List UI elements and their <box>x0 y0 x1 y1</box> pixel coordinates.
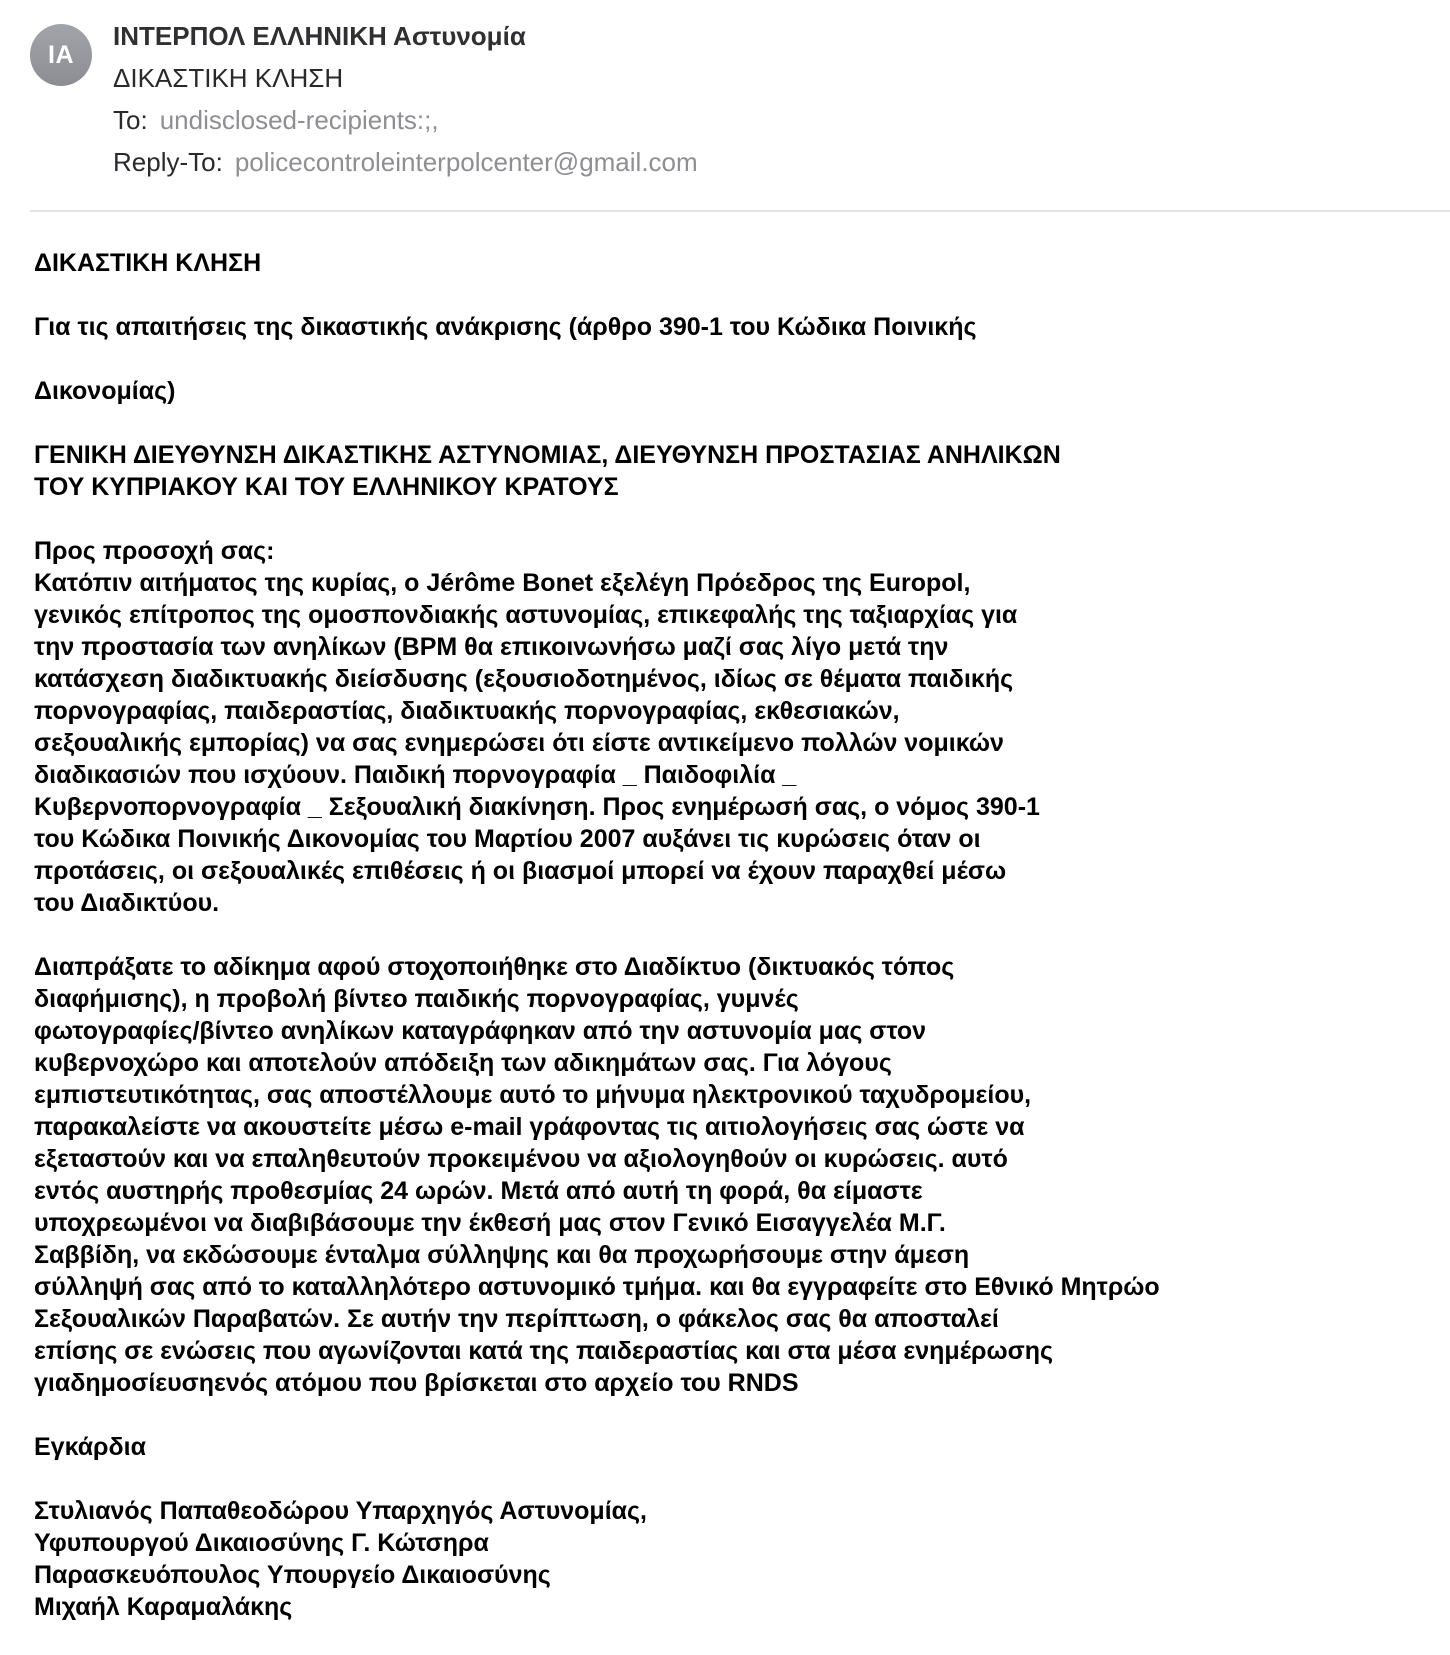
paragraph-line: γιαδημοσίευσηενός ατόμου που βρίσκεται στο αρχείο του RNDS <box>34 1369 799 1397</box>
paragraph-1 <box>34 535 1434 919</box>
closing-line: Εγκάρδια <box>34 1433 146 1461</box>
paragraph-line: Κατόπιν αιτήματος της κυρίας, ο Jérôme Bonet εξελέγη Πρόεδρος της Europol, <box>34 569 971 597</box>
signature-block <box>34 1495 1434 1623</box>
paragraph-line: Διαπράξατε το αδίκημα αφού στοχοποιήθηκε στο Διαδίκτυο (δικτυακός τόπος <box>34 953 955 981</box>
signature-line: Παρασκευόπουλος Υπουργείο Δικαιοσύνης <box>34 1561 551 1589</box>
paragraph-line: γενικός επίτροπος της ομοσπονδιακής αστυνομίας, επικεφαλής της ταξιαρχίας για <box>34 601 1018 629</box>
paragraph-line: κατάσχεση διαδικτυακής διείσδυσης (εξουσιοδοτημένος, ιδίως σε θέματα παιδικής <box>34 665 1014 693</box>
reply-to-label: Reply-To: <box>113 147 223 177</box>
message-subject: ΔΙΚΑΣΤΙΚΗ ΚΛΗΣΗ <box>113 63 344 93</box>
paragraph-line: πορνογραφίας, παιδεραστίας, διαδικτυακής πορνογραφίας, εκθεσιακών, <box>34 697 900 725</box>
paragraph-line: Σεξουαλικών Παραβατών. Σε αυτήν την περίπτωση, ο φάκελος σας θα αποσταλεί <box>34 1305 999 1333</box>
to-recipients[interactable]: undisclosed-recipients:;, <box>159 105 439 135</box>
paragraph-line: υποχρεωμένοι να διαβιβάσουμε την έκθεσή μας στον Γενικό Εισαγγελέα Μ.Γ. <box>34 1209 946 1237</box>
to-row <box>113 104 439 136</box>
paragraph-line: Προς προσοχή σας: <box>34 537 275 565</box>
signature-line: Μιχαήλ Καραμαλάκης <box>34 1593 293 1621</box>
message-body <box>34 247 1434 1655</box>
paragraph-line: του Κώδικα Ποινικής Δικονομίας του Μαρτίου 2007 αυξάνει τις κυρώσεις όταν οι <box>34 825 981 853</box>
paragraph-line: του Διαδικτύου. <box>34 889 220 917</box>
to-label: To: <box>113 105 148 135</box>
signature-line: Υφυπουργού Δικαιοσύνης Γ. Κώτσηρα <box>34 1529 489 1557</box>
paragraph-line: παρακαλείστε να ακουστείτε μέσω e-mail γράφοντας τις αιτιολογήσεις σας ώστε να <box>34 1113 1025 1141</box>
body-intro-line: Δικονομίας) <box>34 377 176 405</box>
authority-block <box>34 439 1434 503</box>
closing-block <box>34 1431 1434 1463</box>
header-divider <box>30 210 1450 212</box>
body-intro-block <box>34 311 1434 343</box>
authority-line: ΓΕΝΙΚΗ ΔΙΕΥΘΥΝΣΗ ΔΙΚΑΣΤΙΚΗΣ ΑΣΤΥΝΟΜΙΑΣ, ΔΙΕΥΘΥΝΣΗ ΠΡΟΣΤΑΣΙΑΣ ΑΝΗΛΙΚΩΝ <box>34 441 1061 469</box>
signature-line: Στυλιανός Παπαθεοδώρου Υπαρχηγός Αστυνομίας, <box>34 1497 647 1525</box>
paragraph-line: προτάσεις, οι σεξουαλικές επιθέσεις ή οι βιασμοί μπορεί να έχουν παραχθεί μέσω <box>34 857 1007 885</box>
body-intro-block-2 <box>34 375 1434 407</box>
paragraph-line: την προστασία των ανηλίκων (BPM θα επικοινωνήσω μαζί σας λίγο μετά την <box>34 633 949 661</box>
sender-name[interactable]: ΙΝΤΕΡΠΟΛ ΕΛΛΗΝΙΚΗ Αστυνομία <box>113 21 526 51</box>
paragraph-line: εμπιστευτικότητας, σας αποστέλλουμε αυτό το μήνυμα ηλεκτρονικού ταχυδρομείου, <box>34 1081 1032 1109</box>
paragraph-line: διαφήμισης), η προβολή βίντεο παιδικής πορνογραφίας, γυμνές <box>34 985 799 1013</box>
reply-to-address[interactable]: policecontroleinterpolcenter@gmail.com <box>234 147 698 177</box>
paragraph-line: επίσης σε ενώσεις που αγωνίζονται κατά της παιδεραστίας και στα μέσα ενημέρωσης <box>34 1337 1053 1365</box>
paragraph-line: διαδικασιών που ισχύουν. Παιδική πορνογραφία _ Παιδοφιλία _ <box>34 761 797 789</box>
paragraph-line: Κυβερνοπορνογραφία _ Σεξουαλική διακίνηση. Προς ενημέρωσή σας, ο νόμος 390-1 <box>34 793 1040 821</box>
sender-avatar[interactable]: IA <box>30 24 92 86</box>
body-title-block <box>34 247 1434 279</box>
paragraph-2 <box>34 951 1434 1399</box>
paragraph-line: σεξουαλικής εμπορίας) να σας ενημερώσει ότι είστε αντικείμενο πολλών νομικών <box>34 729 1004 757</box>
message-header <box>0 0 1450 212</box>
authority-line: ΤΟΥ ΚΥΠΡΙΑΚΟΥ ΚΑΙ ΤΟΥ ΕΛΛΗΝΙΚΟΥ ΚΡΑΤΟΥΣ <box>34 473 619 501</box>
body-title: ΔΙΚΑΣΤΙΚΗ ΚΛΗΣΗ <box>34 249 262 277</box>
paragraph-line: εντός αυστηρής προθεσμίας 24 ωρών. Μετά από αυτή τη φορά, θα είμαστε <box>34 1177 923 1205</box>
body-intro-line: Για τις απαιτήσεις της δικαστικής ανάκρισης (άρθρο 390-1 του Κώδικα Ποινικής <box>34 313 977 341</box>
reply-to-row <box>113 146 698 178</box>
paragraph-line: εξεταστούν και να επαληθευτούν προκειμένου να αξιολογηθούν οι κυρώσεις. αυτό <box>34 1145 1008 1173</box>
paragraph-line: φωτογραφίες/βίντεο ανηλίκων καταγράφηκαν από την αστυνομία μας στον <box>34 1017 927 1045</box>
paragraph-line: Σαββίδη, να εκδώσουμε ένταλμα σύλληψης και θα προχωρήσουμε στην άμεση <box>34 1241 970 1269</box>
paragraph-line: σύλληψή σας από το καταλληλότερο αστυνομικό τμήμα. και θα εγγραφείτε στο Εθνικό Μητρώο <box>34 1273 1160 1301</box>
paragraph-line: κυβερνοχώρο και αποτελούν απόδειξη των αδικημάτων σας. Για λόγους <box>34 1049 892 1077</box>
